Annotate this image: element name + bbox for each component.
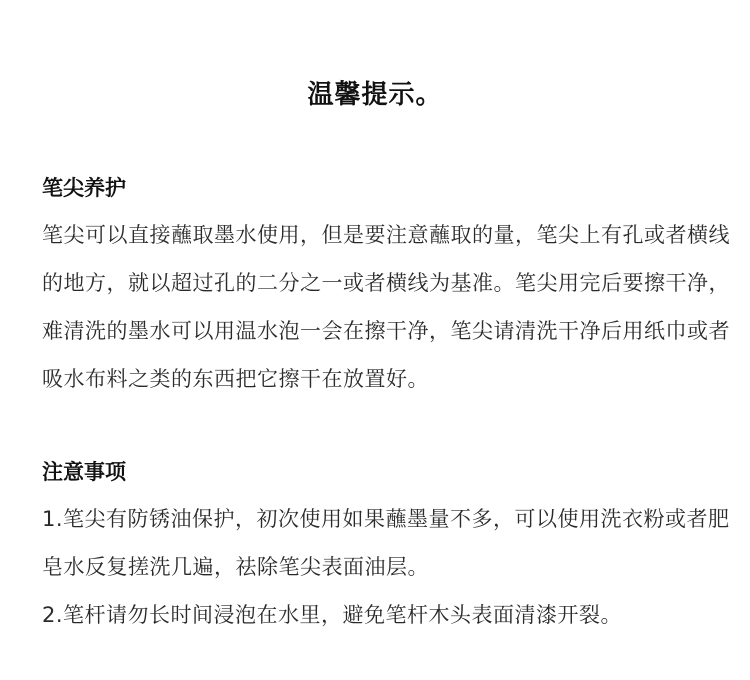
section-heading-nib-care: 笔尖养护: [42, 176, 126, 200]
section-nib-care: [42, 175, 732, 403]
precaution-item-2: 2.笔杆请勿长时间浸泡在水里，避免笔杆木头表面清漆开裂。: [42, 603, 623, 627]
precaution-item-1: 1.笔尖有防锈油保护，初次使用如果蘸墨量不多，可以使用洗衣粉或者肥皂水反复搓洗几遍，祛除笔尖表面油层。: [42, 507, 730, 579]
section-heading-precautions: 注意事项: [42, 460, 126, 484]
section-precautions: [42, 459, 732, 639]
nib-care-paragraph: 笔尖可以直接蘸取墨水使用，但是要注意蘸取的量，笔尖上有孔或者横线的地方，就以超过孔的二分之一或者横线为基准。笔尖用完后要擦干净，难清洗的墨水可以用温水泡一会在擦干净，笔尖请清洗干净后用纸巾或者吸水布料之类的东西把它擦干在放置好。: [42, 223, 730, 391]
page-title: 温馨提示。: [307, 80, 443, 110]
